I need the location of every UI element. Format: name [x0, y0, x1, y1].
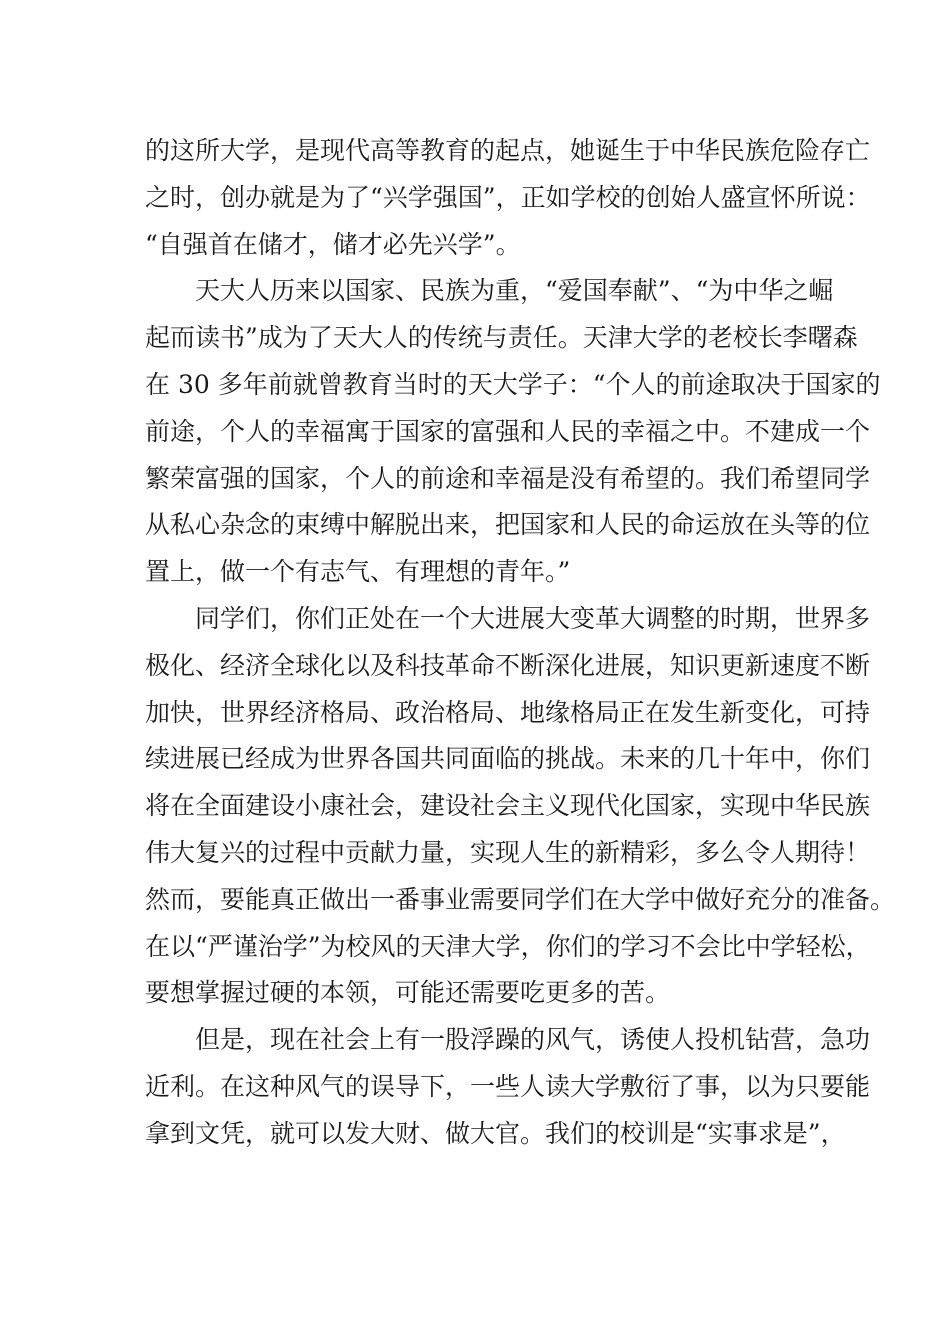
text-line: 近利。在这种风气的误导下，一些人读大学敷衍了事，以为只要能 [145, 1071, 871, 1101]
text-line: 从私心杂念的束缚中解脱出来，把国家和人民的命运放在头等的位 [145, 510, 871, 540]
text-line: “自强首在储才，储才必先兴学”。 [145, 229, 521, 259]
text-line: 同学们，你们正处在一个大进展大变革大调整的时期，世界多 [195, 603, 871, 633]
text-line: 置上，做一个有志气、有理想的青年。” [145, 557, 571, 587]
text-line: 天大人历来以国家、民族为重，“爱国奉献”、“为中华之崛 [195, 276, 834, 306]
text-line: 但是，现在社会上有一股浮躁的风气，诱使人投机钻营，急功 [195, 1025, 871, 1055]
text-line: 加快，世界经济格局、政治格局、地缘格局正在发生新变化，可持 [145, 697, 871, 727]
text-line: 起而读书”成为了天大人的传统与责任。天津大学的老校长李曙森 [145, 323, 858, 353]
text-line: 续进展已经成为世界各国共同面临的挑战。未来的几十年中，你们 [145, 744, 871, 774]
text-line: 在以“严谨治学”为校风的天津大学，你们的学习不会比中学轻松， [145, 931, 871, 961]
text-line: 将在全面建设小康社会，建设社会主义现代化国家，实现中华民族 [145, 791, 871, 821]
paragraph-1 [145, 128, 871, 268]
paragraph-3 [145, 596, 896, 1017]
paragraph-2 [145, 268, 881, 596]
text-line: 极化、经济全球化以及科技革命不断深化进展，知识更新速度不断 [145, 650, 871, 680]
text-line: 在 30 多年前就曾教育当时的天大学子：“个人的前途取决于国家的 [145, 369, 881, 399]
text-line: 繁荣富强的国家，个人的前途和幸福是没有希望的。我们希望同学 [145, 463, 871, 493]
document-body [145, 128, 896, 1158]
text-line: 然而，要能真正做出一番事业需要同学们在大学中做好充分的准备。 [145, 884, 896, 914]
text-line: 前途，个人的幸福寓于国家的富强和人民的幸福之中。不建成一个 [145, 416, 871, 446]
text-line: 的这所大学，是现代高等教育的起点，她诞生于中华民族危险存亡 [145, 136, 871, 165]
text-line: 要想掌握过硬的本领，可能还需要吃更多的苦。 [145, 978, 671, 1008]
text-line: 之时，创办就是为了“兴学强国”，正如学校的创始人盛宣怀所说： [145, 182, 871, 212]
text-line: 拿到文凭，就可以发大财、做大官。我们的校训是“实事求是”， [145, 1118, 846, 1148]
text-line: 伟大复兴的过程中贡献力量，实现人生的新精彩，多么令人期待！ [145, 837, 871, 867]
paragraph-4 [145, 1017, 871, 1157]
